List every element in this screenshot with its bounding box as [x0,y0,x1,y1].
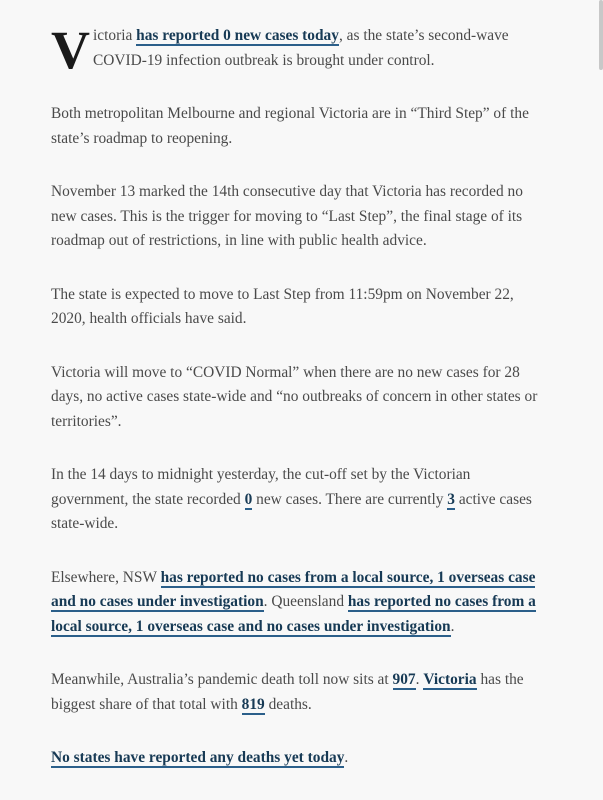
text-segment: Meanwhile, Australia’s pandemic death toll now sits at [51,671,393,688]
link-victoria-new-cases-today[interactable]: has reported 0 new cases today [136,27,339,44]
text-segment: has the biggest share of that total with [51,671,524,713]
text-segment: . Queensland [263,593,348,610]
intro-text-start: ictoria [93,27,137,44]
text-segment: new cases. There are currently [252,490,448,508]
text-segment: . [450,617,455,635]
paragraph-intro [51,20,551,80]
drop-cap: V [51,20,90,80]
link-no-deaths-today[interactable]: No states have reported any deaths yet today [51,749,345,766]
article-body [51,20,551,800]
scrollbar[interactable] [599,0,603,70]
paragraph-no-deaths-today [51,746,551,771]
link-victoria-active-cases[interactable]: 3 [447,490,455,508]
link-victoria[interactable]: Victoria [423,671,477,688]
text-segment: . [344,749,349,766]
text-segment: deaths. [264,695,312,713]
link-australia-death-toll[interactable]: 907 [392,671,416,688]
paragraph-covid-normal: Victoria will move to “COVID Normal” when there are no new cases for 28 days, no active cases state-wide and “no outbreaks of concern in other states or territories”. [51,363,538,430]
link-victoria-death-count[interactable]: 819 [241,695,265,713]
text-segment: active cases state-wide. [51,490,532,532]
paragraph-14-days [51,463,551,537]
link-nsw-cases[interactable]: has reported no cases from a local source, 1 overseas case and no cases under investigation [51,568,536,610]
link-queensland-cases[interactable]: has reported no cases from a local source, 1 overseas case and no cases under investigation [51,593,536,635]
paragraph-death-toll [51,668,551,717]
paragraph-november-13: November 13 marked the 14th consecutive day that Victoria has recorded no new cases. This is the trigger for moving to “Last Step”, the final stage of its roadmap out of restrictions, in line with public health advice. [51,183,523,249]
paragraph-elsewhere [51,566,551,640]
text-segment: . [415,671,424,688]
paragraph-third-step: Both metropolitan Melbourne and regional Victoria are in “Third Step” of the state’s roadmap to reopening. [51,105,529,147]
paragraph-last-step-date: The state is expected to move to Last Step from 11:59pm on November 22, 2020, health officials have said. [51,285,514,327]
text-segment: In the 14 days to midnight yesterday, the cut-off set by the Victorian government, the state recorded [51,466,471,508]
link-victoria-14-day-cases[interactable]: 0 [244,490,253,508]
text-segment: Elsewhere, NSW [51,568,161,586]
intro-text-end: , as the state’s second-wave COVID-19 infection outbreak is brought under control. [93,27,509,69]
